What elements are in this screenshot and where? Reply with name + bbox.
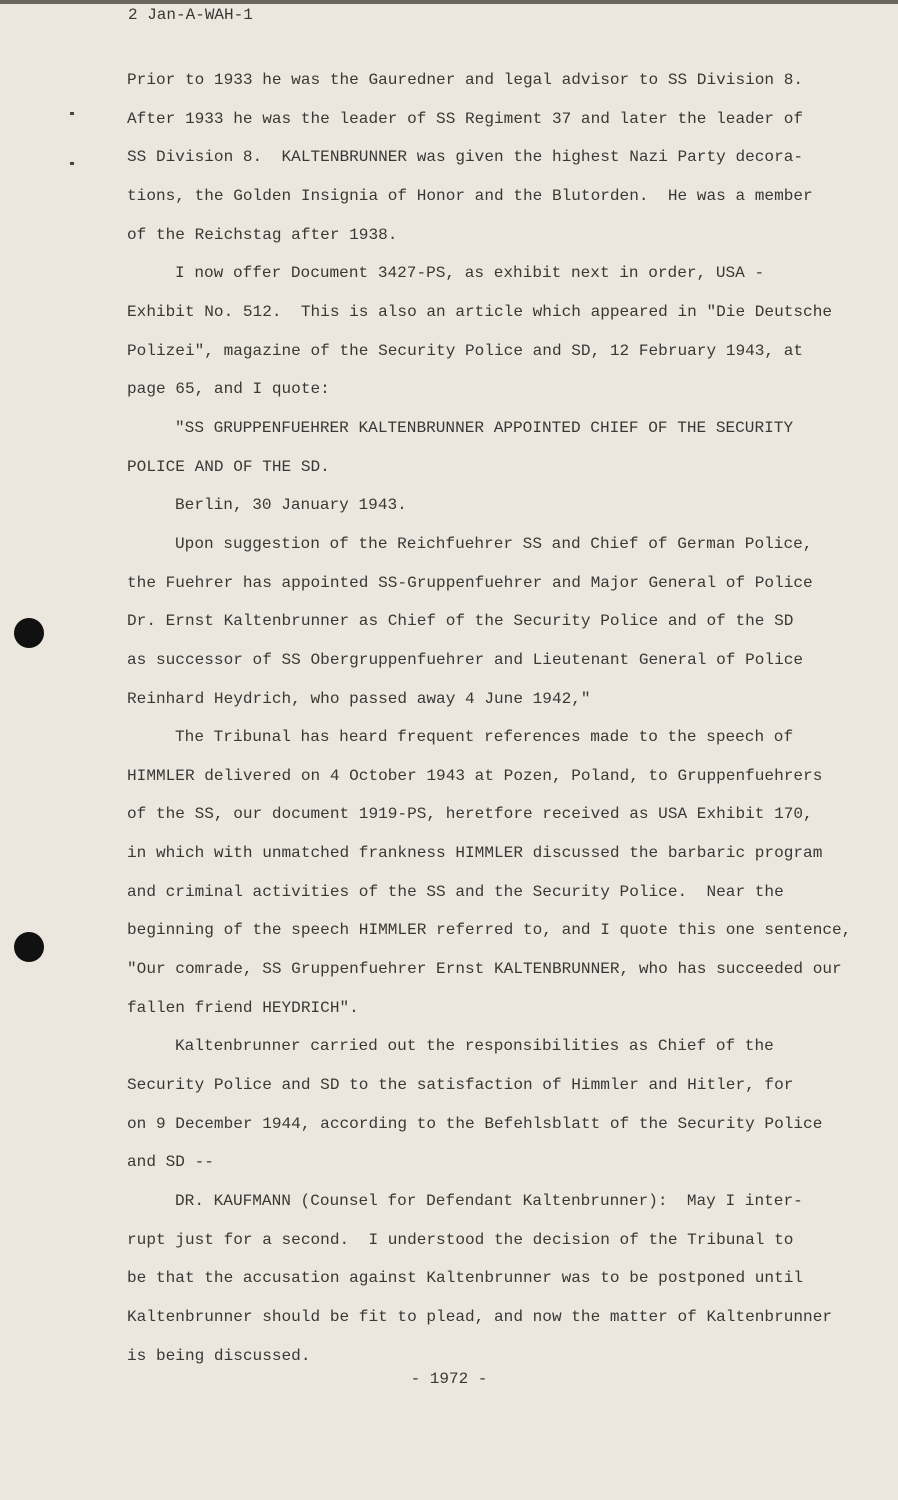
text-line: SS Division 8. KALTENBRUNNER was given the highest Nazi Party decora- [127, 148, 804, 167]
margin-mark [70, 162, 74, 165]
text-line: Polizei", magazine of the Security Police and SD, 12 February 1943, at [127, 341, 804, 360]
margin-mark [70, 112, 74, 115]
punch-hole [14, 618, 44, 648]
text-line: Upon suggestion of the Reichfuehrer SS and Chief of German Police, [175, 534, 813, 553]
text-line: I now offer Document 3427-PS, as exhibit next in order, USA - [175, 264, 765, 283]
text-line: of the Reichstag after 1938. [127, 225, 398, 244]
text-line: Prior to 1933 he was the Gauredner and legal advisor to SS Division 8. [127, 71, 804, 89]
text-line: in which with unmatched frankness HIMMLER discussed the barbaric program [127, 844, 823, 863]
page-header-reference: 2 Jan-A-WAH-1 [128, 6, 253, 24]
text-line: "Our comrade, SS Gruppenfuehrer Ernst KALTENBRUNNER, who has succeeded our [127, 960, 842, 979]
document-body [127, 61, 851, 1375]
punch-hole [14, 932, 44, 962]
text-line: on 9 December 1944, according to the Befehlsblatt of the Security Police [127, 1114, 823, 1133]
text-line: beginning of the speech HIMMLER referred to, and I quote this one sentence, [127, 921, 852, 940]
text-line: DR. KAUFMANN (Counsel for Defendant Kaltenbrunner): May I inter- [175, 1192, 803, 1211]
text-line: Kaltenbrunner carried out the responsibilities as Chief of the [175, 1037, 774, 1056]
text-line: page 65, and I quote: [127, 380, 330, 399]
text-line: is being discussed. [127, 1346, 311, 1365]
text-line: be that the accusation against Kaltenbrunner was to be postponed until [127, 1269, 804, 1288]
text-line: Kaltenbrunner should be fit to plead, and now the matter of Kaltenbrunner [127, 1308, 833, 1326]
text-line: Dr. Ernst Kaltenbrunner as Chief of the Security Police and of the SD [127, 612, 794, 631]
page-edge [0, 0, 898, 4]
text-line: tions, the Golden Insignia of Honor and the Blutorden. He was a member [127, 186, 813, 205]
text-line: After 1933 he was the leader of SS Regiment 37 and later the leader of [127, 109, 804, 128]
text-line: Security Police and SD to the satisfaction of Himmler and Hitler, for [127, 1076, 794, 1095]
text-line: of the SS, our document 1919-PS, heretfore received as USA Exhibit 170, [127, 805, 813, 824]
text-line: fallen friend HEYDRICH". [127, 998, 359, 1017]
text-line: Reinhard Heydrich, who passed away 4 June 1942," [127, 689, 591, 708]
text-line: and criminal activities of the SS and the Security Police. Near the [127, 882, 784, 901]
text-line: Exhibit No. 512. This is also an article which appeared in "Die Deutsche [127, 302, 833, 321]
text-line: POLICE AND OF THE SD. [127, 457, 330, 476]
text-line: as successor of SS Obergruppenfuehrer and Lieutenant General of Police [127, 650, 804, 669]
text-line: HIMMLER delivered on 4 October 1943 at Pozen, Poland, to Gruppenfuehrers [127, 766, 823, 785]
text-line: and SD -- [127, 1153, 214, 1172]
page-number: - 1972 - [410, 1370, 488, 1388]
text-line: Berlin, 30 January 1943. [175, 496, 407, 515]
text-line: the Fuehrer has appointed SS-Gruppenfuehrer and Major General of Police [127, 573, 813, 592]
text-line: The Tribunal has heard frequent references made to the speech of [175, 728, 794, 747]
text-line: rupt just for a second. I understood the decision of the Tribunal to [127, 1230, 794, 1249]
text-line: "SS GRUPPENFUEHRER KALTENBRUNNER APPOINTED CHIEF OF THE SECURITY [175, 418, 794, 437]
